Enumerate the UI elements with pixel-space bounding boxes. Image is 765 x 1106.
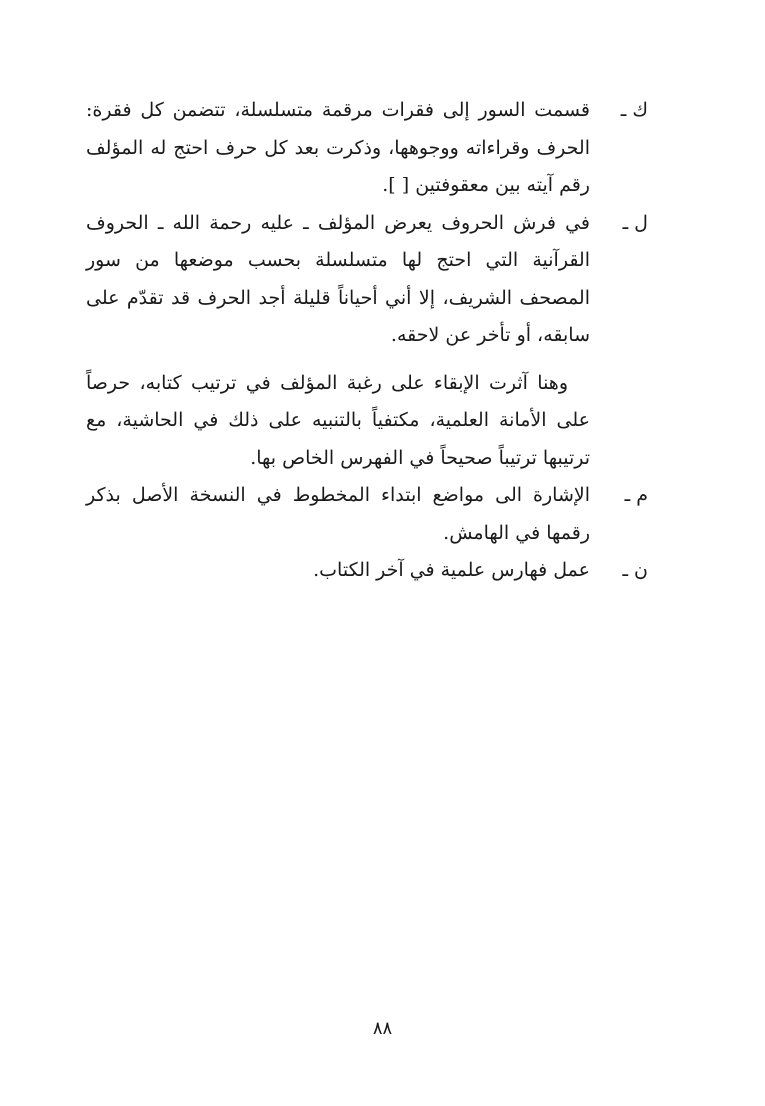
list-item: [86, 477, 648, 552]
item-text: قسمت السور إلى فقرات مرقمة متسلسلة، تتضمن كل فقرة: الحرف وقراءاته ووجوهها، وذكرت بعد كل حرف احتج له المؤلف رقم آيته بين معقوفتين [ ].: [86, 99, 590, 196]
item-marker: ك ـ: [620, 99, 648, 121]
body-paragraph: وهنا آثرت الإبقاء على رغبة المؤلف في ترتيب كتابه، حرصاً على الأمانة العلمية، مكتفياً بالتنبيه على ذلك في الحاشية، مع ترتيبها ترتيباً صحيحاً في الفهرس الخاص بها.: [86, 371, 590, 469]
item-text: في فرش الحروف يعرض المؤلف ـ عليه رحمة الله ـ الحروف القرآنية التي احتج لها متسلسلة بحسب موضعها من سور المصحف الشريف، إلا أني أحياناً قليلة أجد الحرف قد تقدّم على سابقه، أو تأخر عن لاحقه.: [86, 211, 590, 346]
list-item: [86, 205, 648, 355]
page-number: ٨٨: [372, 1018, 393, 1039]
item-marker: ن ـ: [622, 559, 648, 581]
list-item: [86, 552, 648, 590]
item-marker: ل ـ: [622, 211, 648, 234]
list-item: [86, 92, 648, 205]
item-text: الإشارة الى مواضع ابتداء المخطوط في النسخة الأصل بذكر رقمها في الهامش.: [86, 484, 590, 544]
item-text: عمل فهارس علمية في آخر الكتاب.: [313, 559, 590, 581]
page-body: [86, 92, 648, 590]
item-marker: م ـ: [624, 484, 648, 506]
